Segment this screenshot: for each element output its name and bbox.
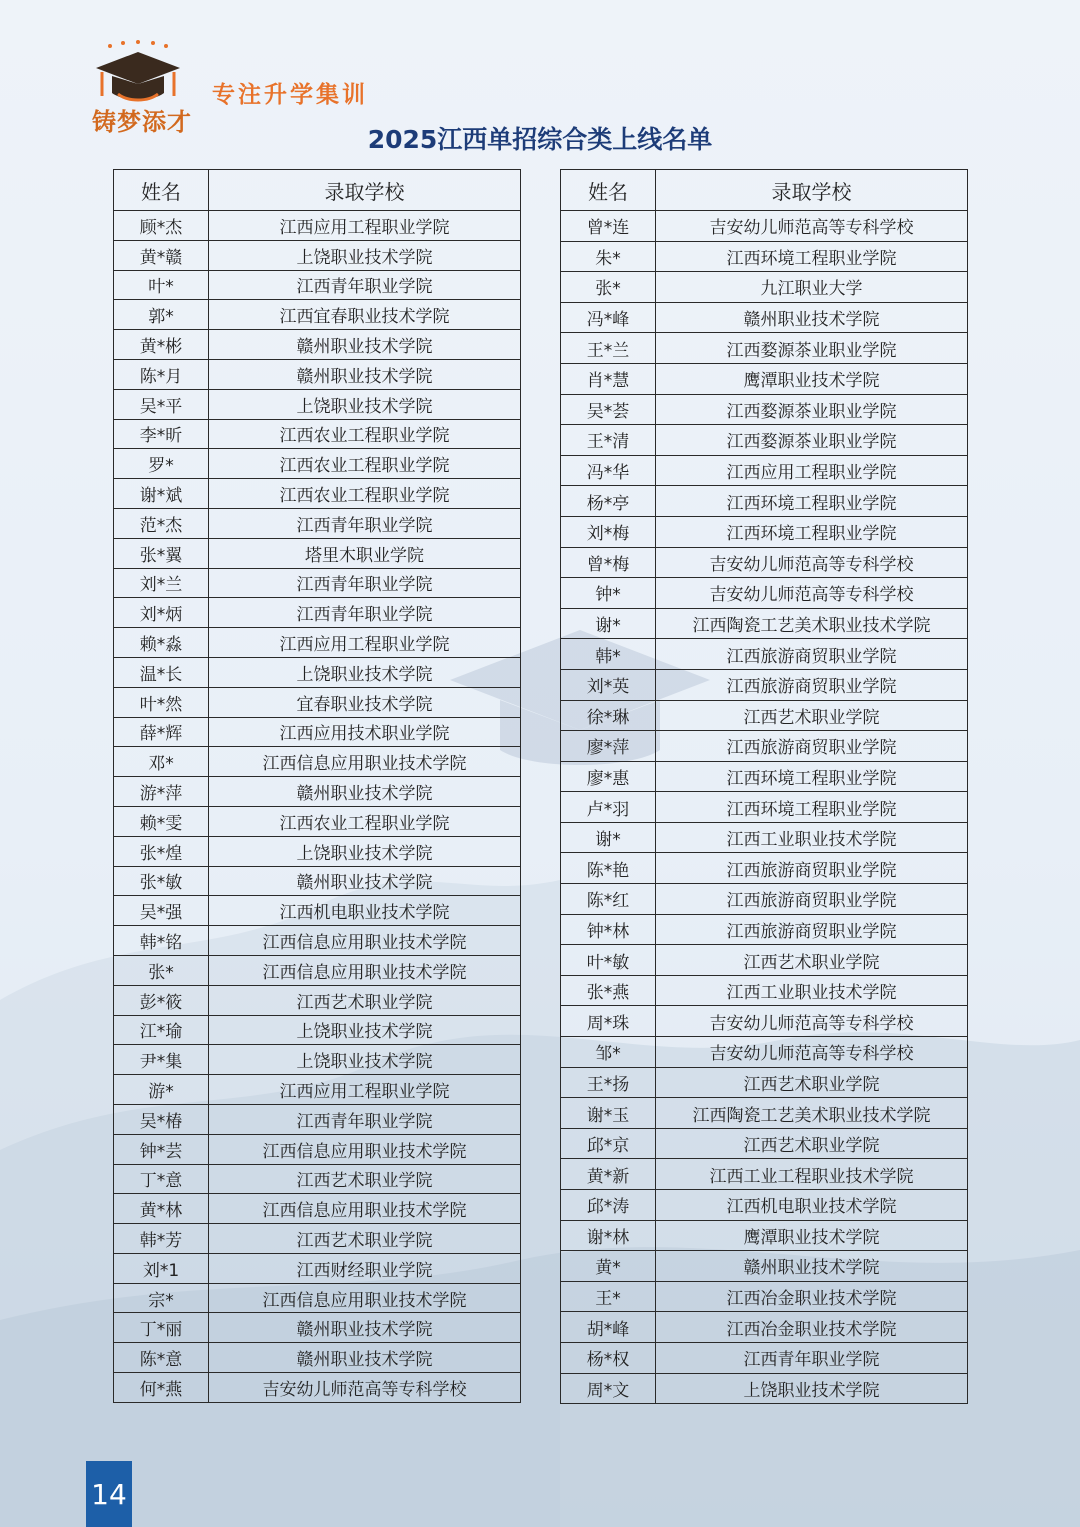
school-name-cell: 江西信息应用职业技术学院	[209, 1194, 521, 1224]
table-row	[561, 1098, 968, 1129]
table-row	[114, 359, 521, 389]
student-name-cell: 周*珠	[561, 1006, 656, 1037]
student-name-cell: 黄*彬	[114, 330, 209, 360]
student-name-cell: 张*煌	[114, 836, 209, 866]
school-name-cell: 江西艺术职业学院	[656, 945, 968, 976]
school-name-cell: 江西青年职业学院	[209, 568, 521, 598]
table-row	[561, 1373, 968, 1404]
student-name-cell: 邓*	[114, 747, 209, 777]
table-row	[114, 419, 521, 449]
table-row	[561, 1281, 968, 1312]
student-name-cell: 刘*兰	[114, 568, 209, 598]
student-name-cell: 韩*芳	[114, 1224, 209, 1254]
student-name-cell: 杨*亭	[561, 486, 656, 517]
table-header-row	[561, 170, 968, 211]
student-name-cell: 陈*意	[114, 1343, 209, 1373]
table-row	[561, 1159, 968, 1190]
student-name-cell: 刘*英	[561, 669, 656, 700]
right-admission-table	[560, 169, 968, 1404]
table-row	[114, 389, 521, 419]
school-name-cell: 江西艺术职业学院	[209, 1164, 521, 1194]
table-row	[114, 687, 521, 717]
table-row	[114, 1253, 521, 1283]
school-name-cell: 上饶职业技术学院	[209, 836, 521, 866]
student-name-cell: 陈*艳	[561, 853, 656, 884]
student-name-cell: 邱*涛	[561, 1190, 656, 1221]
school-name-cell: 赣州职业技术学院	[656, 302, 968, 333]
school-name-cell: 江西工业职业技术学院	[656, 822, 968, 853]
school-name-cell: 鹰潭职业技术学院	[656, 1220, 968, 1251]
student-name-cell: 杨*权	[561, 1342, 656, 1373]
table-row	[114, 717, 521, 747]
table-row	[561, 975, 968, 1006]
table-row	[114, 1134, 521, 1164]
student-name-cell: 尹*集	[114, 1045, 209, 1075]
school-name-cell: 吉安幼儿师范高等专科学校	[656, 211, 968, 242]
student-name-cell: 黄*赣	[114, 240, 209, 270]
table-row	[114, 479, 521, 509]
school-name-cell: 江西应用工程职业学院	[656, 455, 968, 486]
school-name-cell: 江西应用技术职业学院	[209, 717, 521, 747]
student-name-cell: 叶*然	[114, 687, 209, 717]
student-name-cell: 彭*筱	[114, 985, 209, 1015]
student-name-cell: 温*长	[114, 657, 209, 687]
column-header-school: 录取学校	[656, 170, 968, 211]
school-name-cell: 上饶职业技术学院	[209, 1045, 521, 1075]
table-row	[114, 896, 521, 926]
table-row	[114, 1283, 521, 1313]
student-name-cell: 王*扬	[561, 1067, 656, 1098]
table-row	[561, 425, 968, 456]
school-name-cell: 江西旅游商贸职业学院	[656, 914, 968, 945]
student-name-cell: 卢*羽	[561, 792, 656, 823]
table-row	[561, 1312, 968, 1343]
table-row	[114, 568, 521, 598]
table-row	[114, 866, 521, 896]
table-row	[561, 211, 968, 242]
table-row	[561, 1128, 968, 1159]
school-name-cell: 上饶职业技术学院	[209, 657, 521, 687]
student-name-cell: 顾*杰	[114, 211, 209, 241]
student-name-cell: 张*	[114, 955, 209, 985]
school-name-cell: 江西婺源茶业职业学院	[656, 333, 968, 364]
student-name-cell: 赖*淼	[114, 628, 209, 658]
table-row	[114, 598, 521, 628]
school-name-cell: 江西婺源茶业职业学院	[656, 394, 968, 425]
student-name-cell: 丁*丽	[114, 1313, 209, 1343]
student-name-cell: 黄*林	[114, 1194, 209, 1224]
table-row	[114, 657, 521, 687]
school-name-cell: 江西应用工程职业学院	[209, 628, 521, 658]
student-name-cell: 吴*强	[114, 896, 209, 926]
student-name-cell: 钟*芸	[114, 1134, 209, 1164]
column-header-school: 录取学校	[209, 170, 521, 211]
table-row	[114, 985, 521, 1015]
table-row	[114, 270, 521, 300]
student-name-cell: 陈*红	[561, 884, 656, 915]
school-name-cell: 江西应用工程职业学院	[209, 211, 521, 241]
table-row	[561, 669, 968, 700]
student-name-cell: 吴*荟	[561, 394, 656, 425]
school-name-cell: 江西冶金职业技术学院	[656, 1312, 968, 1343]
table-row	[114, 926, 521, 956]
student-name-cell: 叶*敏	[561, 945, 656, 976]
table-row	[561, 761, 968, 792]
student-name-cell: 谢*玉	[561, 1098, 656, 1129]
student-name-cell: 谢*	[561, 822, 656, 853]
table-row	[561, 1006, 968, 1037]
table-row	[561, 945, 968, 976]
school-name-cell: 江西农业工程职业学院	[209, 449, 521, 479]
table-row	[561, 1037, 968, 1068]
school-name-cell: 江西环境工程职业学院	[656, 486, 968, 517]
school-name-cell: 塔里木职业学院	[209, 538, 521, 568]
table-row	[114, 538, 521, 568]
student-name-cell: 胡*峰	[561, 1312, 656, 1343]
school-name-cell: 江西旅游商贸职业学院	[656, 639, 968, 670]
table-row	[561, 822, 968, 853]
student-name-cell: 谢*	[561, 608, 656, 639]
student-name-cell: 王*	[561, 1281, 656, 1312]
school-name-cell: 江西宜春职业技术学院	[209, 300, 521, 330]
school-name-cell: 赣州职业技术学院	[209, 330, 521, 360]
school-name-cell: 江西冶金职业技术学院	[656, 1281, 968, 1312]
school-name-cell: 赣州职业技术学院	[209, 866, 521, 896]
table-row	[114, 747, 521, 777]
table-row	[114, 836, 521, 866]
table-row	[561, 1190, 968, 1221]
table-row	[561, 914, 968, 945]
student-name-cell: 朱*	[561, 241, 656, 272]
table-row	[561, 486, 968, 517]
student-name-cell: 黄*新	[561, 1159, 656, 1190]
table-row	[114, 330, 521, 360]
student-name-cell: 范*杰	[114, 508, 209, 538]
table-row	[114, 1045, 521, 1075]
student-name-cell: 张*	[561, 272, 656, 303]
student-name-cell: 韩*铭	[114, 926, 209, 956]
school-name-cell: 江西工业工程职业技术学院	[656, 1159, 968, 1190]
table-row	[561, 608, 968, 639]
table-row	[114, 211, 521, 241]
table-row	[114, 1224, 521, 1254]
table-row	[114, 449, 521, 479]
school-name-cell: 上饶职业技术学院	[656, 1373, 968, 1404]
table-row	[561, 639, 968, 670]
school-name-cell: 江西陶瓷工艺美术职业技术学院	[656, 1098, 968, 1129]
school-name-cell: 江西艺术职业学院	[656, 1067, 968, 1098]
student-name-cell: 冯*华	[561, 455, 656, 486]
school-name-cell: 赣州职业技术学院	[209, 1343, 521, 1373]
school-name-cell: 江西信息应用职业技术学院	[209, 1134, 521, 1164]
column-header-name: 姓名	[114, 170, 209, 211]
column-header-name: 姓名	[561, 170, 656, 211]
table-row	[114, 806, 521, 836]
school-name-cell: 江西旅游商贸职业学院	[656, 884, 968, 915]
page-number: 14	[86, 1461, 132, 1527]
school-name-cell: 江西工业职业技术学院	[656, 975, 968, 1006]
school-name-cell: 江西农业工程职业学院	[209, 806, 521, 836]
student-name-cell: 廖*萍	[561, 731, 656, 762]
student-name-cell: 邱*京	[561, 1128, 656, 1159]
student-name-cell: 冯*峰	[561, 302, 656, 333]
table-row	[114, 1104, 521, 1134]
school-name-cell: 吉安幼儿师范高等专科学校	[209, 1373, 521, 1403]
student-name-cell: 王*清	[561, 425, 656, 456]
student-name-cell: 吴*平	[114, 389, 209, 419]
school-name-cell: 江西青年职业学院	[209, 508, 521, 538]
slogan: 专注升学集训	[212, 81, 368, 108]
student-name-cell: 周*文	[561, 1373, 656, 1404]
school-name-cell: 江西环境工程职业学院	[656, 761, 968, 792]
table-row	[114, 1015, 521, 1045]
table-row	[561, 884, 968, 915]
table-row	[114, 300, 521, 330]
student-name-cell: 韩*	[561, 639, 656, 670]
school-name-cell: 江西青年职业学院	[209, 270, 521, 300]
school-name-cell: 江西旅游商贸职业学院	[656, 853, 968, 884]
table-row	[114, 508, 521, 538]
table-row	[561, 455, 968, 486]
student-name-cell: 吴*椿	[114, 1104, 209, 1134]
student-name-cell: 邹*	[561, 1037, 656, 1068]
table-row	[114, 1194, 521, 1224]
school-name-cell: 九江职业大学	[656, 272, 968, 303]
logo-text: 铸梦添才	[92, 107, 192, 136]
table-row	[561, 1251, 968, 1282]
school-name-cell: 江西信息应用职业技术学院	[209, 955, 521, 985]
student-name-cell: 游*萍	[114, 777, 209, 807]
table-row	[114, 1373, 521, 1403]
school-name-cell: 江西青年职业学院	[656, 1342, 968, 1373]
student-name-cell: 刘*梅	[561, 516, 656, 547]
student-name-cell: 张*敏	[114, 866, 209, 896]
table-row	[114, 777, 521, 807]
school-name-cell: 江西青年职业学院	[209, 598, 521, 628]
student-name-cell: 郭*	[114, 300, 209, 330]
student-name-cell: 陈*月	[114, 359, 209, 389]
school-name-cell: 江西婺源茶业职业学院	[656, 425, 968, 456]
school-name-cell: 吉安幼儿师范高等专科学校	[656, 547, 968, 578]
school-name-cell: 江西陶瓷工艺美术职业技术学院	[656, 608, 968, 639]
table-row	[561, 241, 968, 272]
student-name-cell: 刘*1	[114, 1253, 209, 1283]
school-name-cell: 江西应用工程职业学院	[209, 1075, 521, 1105]
student-name-cell: 徐*琳	[561, 700, 656, 731]
student-name-cell: 曾*梅	[561, 547, 656, 578]
student-name-cell: 李*昕	[114, 419, 209, 449]
school-name-cell: 赣州职业技术学院	[656, 1251, 968, 1282]
table-row	[114, 628, 521, 658]
school-name-cell: 吉安幼儿师范高等专科学校	[656, 1037, 968, 1068]
school-name-cell: 江西环境工程职业学院	[656, 792, 968, 823]
school-name-cell: 江西环境工程职业学院	[656, 241, 968, 272]
student-name-cell: 罗*	[114, 449, 209, 479]
school-name-cell: 江西艺术职业学院	[209, 1224, 521, 1254]
school-name-cell: 江西旅游商贸职业学院	[656, 731, 968, 762]
school-name-cell: 江西艺术职业学院	[656, 1128, 968, 1159]
school-name-cell: 赣州职业技术学院	[209, 359, 521, 389]
school-name-cell: 江西艺术职业学院	[209, 985, 521, 1015]
school-name-cell: 江西农业工程职业学院	[209, 419, 521, 449]
table-row	[114, 955, 521, 985]
left-admission-table	[113, 169, 521, 1403]
table-row	[561, 333, 968, 364]
student-name-cell: 钟*林	[561, 914, 656, 945]
table-row	[561, 394, 968, 425]
student-name-cell: 薛*辉	[114, 717, 209, 747]
student-name-cell: 叶*	[114, 270, 209, 300]
table-row	[114, 1313, 521, 1343]
table-row	[561, 792, 968, 823]
school-name-cell: 江西财经职业学院	[209, 1253, 521, 1283]
student-name-cell: 肖*慧	[561, 363, 656, 394]
student-name-cell: 谢*斌	[114, 479, 209, 509]
school-name-cell: 江西信息应用职业技术学院	[209, 747, 521, 777]
school-name-cell: 江西环境工程职业学院	[656, 516, 968, 547]
school-name-cell: 江西机电职业技术学院	[656, 1190, 968, 1221]
table-row	[114, 1343, 521, 1373]
page-title: 2025江西单招综合类上线名单	[367, 125, 713, 154]
school-name-cell: 上饶职业技术学院	[209, 1015, 521, 1045]
table-row	[561, 363, 968, 394]
school-name-cell: 江西旅游商贸职业学院	[656, 669, 968, 700]
table-row	[561, 302, 968, 333]
student-name-cell: 钟*	[561, 578, 656, 609]
student-name-cell: 黄*	[561, 1251, 656, 1282]
school-name-cell: 江西青年职业学院	[209, 1104, 521, 1134]
table-row	[561, 578, 968, 609]
school-name-cell: 江西机电职业技术学院	[209, 896, 521, 926]
student-name-cell: 江*瑜	[114, 1015, 209, 1045]
table-row	[561, 1342, 968, 1373]
table-header-row	[114, 170, 521, 211]
student-name-cell: 曾*连	[561, 211, 656, 242]
student-name-cell: 游*	[114, 1075, 209, 1105]
school-name-cell: 江西信息应用职业技术学院	[209, 1283, 521, 1313]
table-row	[561, 1220, 968, 1251]
school-name-cell: 上饶职业技术学院	[209, 240, 521, 270]
student-name-cell: 刘*炳	[114, 598, 209, 628]
table-row	[114, 240, 521, 270]
student-name-cell: 张*翼	[114, 538, 209, 568]
student-name-cell: 丁*意	[114, 1164, 209, 1194]
table-row	[114, 1075, 521, 1105]
student-name-cell: 张*燕	[561, 975, 656, 1006]
table-row	[561, 547, 968, 578]
table-row	[561, 516, 968, 547]
school-name-cell: 赣州职业技术学院	[209, 1313, 521, 1343]
school-name-cell: 江西农业工程职业学院	[209, 479, 521, 509]
table-row	[561, 272, 968, 303]
student-name-cell: 宗*	[114, 1283, 209, 1313]
table-row	[561, 700, 968, 731]
table-row	[561, 1067, 968, 1098]
table-row	[561, 853, 968, 884]
school-name-cell: 江西艺术职业学院	[656, 700, 968, 731]
school-name-cell: 吉安幼儿师范高等专科学校	[656, 578, 968, 609]
student-name-cell: 赖*雯	[114, 806, 209, 836]
student-name-cell: 王*兰	[561, 333, 656, 364]
student-name-cell: 何*燕	[114, 1373, 209, 1403]
school-name-cell: 赣州职业技术学院	[209, 777, 521, 807]
school-name-cell: 吉安幼儿师范高等专科学校	[656, 1006, 968, 1037]
table-row	[114, 1164, 521, 1194]
school-name-cell: 江西信息应用职业技术学院	[209, 926, 521, 956]
table-row	[561, 731, 968, 762]
student-name-cell: 廖*惠	[561, 761, 656, 792]
student-name-cell: 谢*林	[561, 1220, 656, 1251]
school-name-cell: 上饶职业技术学院	[209, 389, 521, 419]
school-name-cell: 鹰潭职业技术学院	[656, 363, 968, 394]
school-name-cell: 宜春职业技术学院	[209, 687, 521, 717]
